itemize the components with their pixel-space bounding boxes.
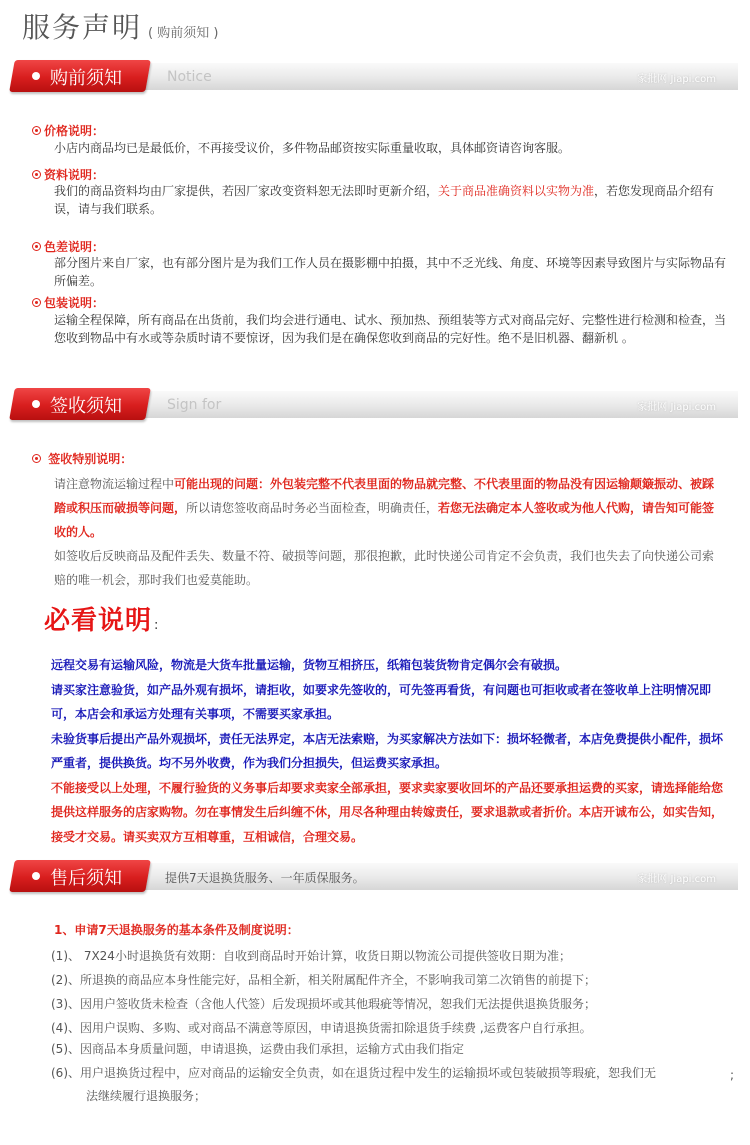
must-read-line-1: 远程交易有运输风险，物流是大货车批量运输，货物互相挤压，纸箱包装货物肯定偶尔会有破损。 — [51, 658, 568, 672]
banner-title: 售后须知 — [50, 868, 122, 889]
banner-english: Notice — [167, 69, 212, 85]
must-read-line-2: 请买家注意验货，如产品外观有损坏，请拒收，如要求先签收的，可先签再看货，有问题也可拒收或者在签收单上注明情况即可，本店会和承运方处理有关事项，不需要买家承担。 — [51, 682, 712, 721]
bullet-icon — [32, 400, 40, 408]
color-title-text: 色差说明： — [44, 240, 105, 254]
watermark: 家批网 Jiapi.com — [637, 402, 716, 413]
aftersale-item-3: (3)、因用户签收货未检查（含他人代签）后发现损坏或其他瑕疵等情况，恕我们无法提供退换货服务； — [51, 997, 597, 1011]
info-text-b: ，若您发现商品介绍有误，请与我们联系。 — [54, 184, 715, 216]
info-text — [54, 182, 730, 218]
package-title-text: 包装说明： — [44, 296, 105, 310]
must-read-title-text: 必看说明 — [44, 606, 153, 636]
circle-bullet-icon — [32, 126, 41, 135]
sign-paragraph-1 — [54, 472, 724, 544]
notice-banner — [12, 60, 738, 94]
page-title — [22, 6, 218, 46]
aftersale-item-6: (6)、用户退换货过程中，应对商品的运输安全负责，如在退货过程中发生的运输损坏或包装破损等瑕疵，恕我们无 — [51, 1066, 657, 1080]
must-read-text — [51, 653, 723, 849]
watermark: 家批网 Jiapi.com — [637, 74, 716, 85]
package-text: 运输全程保障，所有商品在出货前，我们均会进行通电、试水、预加热、预组装等方式对商品完好、完整性进行检测和检查，当您收到物品中有水或等杂质时请不要惊讶，因为我们是在确保您收到商品的完好性。绝不是旧机器、翻新机 。 — [54, 313, 727, 345]
info-text-a: 我们的商品资料均由厂家提供，若因厂家改变资料恕无法即时更新介绍， — [54, 184, 439, 198]
info-title — [32, 166, 104, 183]
color-text: 部分图片来自厂家，也有部分图片是为我们工作人员在摄影棚中拍摄，其中不乏光线、角度、环境等因素导致图片与实际物品有所偏差。 — [54, 256, 727, 288]
must-read-colon: : — [154, 618, 160, 633]
price-text: 小店内商品均已是最低价，不再接受议价，多件物品邮资按实际重量收取，具体邮资请咨询客服。 — [54, 141, 571, 155]
sign-p1-highlight: 可能出现的问题：外包装完整不代表里面的物品就完整、不代表里面的物品没有因运输颠簸振动、被踩踏或积压而破损等问题， — [54, 477, 715, 515]
must-read-title — [44, 600, 159, 637]
banner-title: 购前须知 — [50, 68, 122, 89]
sign-title — [32, 450, 132, 467]
sign-title-text: 签收特别说明： — [48, 452, 133, 466]
color-title — [32, 238, 104, 255]
circle-bullet-icon — [32, 242, 41, 251]
price-title — [32, 122, 104, 139]
page-subtitle: ( 购前须知 ) — [148, 26, 219, 41]
bullet-icon — [32, 872, 40, 880]
banner-description: 提供7天退换货服务、一年质保服务。 — [165, 871, 365, 885]
info-text-highlight: 关于商品准确资料以实物为准 — [438, 184, 595, 198]
package-title — [32, 294, 104, 311]
sign-p1-a: 请注意物流运输过程中 — [54, 477, 175, 491]
aftersale-heading: 1、申请7天退换服务的基本条件及制度说明： — [54, 923, 299, 937]
banner-title: 签收须知 — [50, 396, 122, 417]
aftersale-item-5: (5)、因商品本身质量问题，申请退换，运费由我们承担，运输方式由我们指定 — [51, 1042, 465, 1056]
sign-p1-highlight-2: 若您无法确定本人签收或为他人代购，请告知可能签收的人。 — [54, 501, 715, 539]
sign-paragraph-2: 如签收后反映商品及配件丢失、数量不符、破损等问题，那很抱歉，此时快递公司肯定不会负责，我们也失去了向快递公司索赔的唯一机会，那时我们也爱莫能助。 — [54, 549, 715, 587]
aftersale-item-6-cont: 法继续履行退换服务； — [86, 1089, 207, 1103]
price-title-text: 价格说明： — [44, 124, 105, 138]
aftersale-banner — [12, 860, 738, 894]
circle-bullet-icon — [32, 170, 41, 179]
must-read-line-4: 不能接受以上处理，不履行验货的义务事后却要求卖家全部承担，要求卖家要收回坏的产品还要承担运费的买家，请选择能给您提供这样服务的店家购物。勿在事情发生后纠缠不休，用尽各种理由转嫁责任，要求退款或者折价。本店开诚布公，如实告知，接受才交易。请买卖双方互相尊重，互相诚信，合理交易。 — [51, 780, 724, 844]
page-title-text: 服务声明 — [22, 11, 143, 44]
info-title-text: 资料说明： — [44, 168, 105, 182]
aftersale-item-6-semicolon: ; — [730, 1068, 735, 1082]
must-read-line-3: 未验货事后提出产品外观损坏，责任无法界定，本店无法索赔，为买家解决方法如下：损坏轻微者，本店免费提供小配件，损坏严重者，提供换货。均不另外收费，作为我们分担损失，但运费买家承担。 — [51, 731, 724, 770]
sign-p1-b: 所以请您签收商品时务必当面检查，明确责任， — [186, 501, 439, 515]
watermark: 家批网 Jiapi.com — [637, 874, 716, 885]
banner-english: Sign for — [167, 397, 222, 413]
sign-banner — [12, 388, 738, 422]
aftersale-item-2: (2)、所退换的商品应本身性能完好，品相全新，相关附属配件齐全，不影响我司第二次销售的前提下； — [51, 973, 597, 987]
bullet-icon — [32, 72, 40, 80]
circle-bullet-icon — [32, 454, 41, 463]
aftersale-item-1: (1)、 7X24小时退换货有效期：自收到商品时开始计算，收货日期以物流公司提供签收日期为准； — [51, 949, 571, 963]
aftersale-item-4: (4)、因用户误购、多购、或对商品不满意等原因，申请退换货需扣除退货手续费 ,运费客户自行承担。 — [51, 1021, 592, 1035]
circle-bullet-icon — [32, 298, 41, 307]
